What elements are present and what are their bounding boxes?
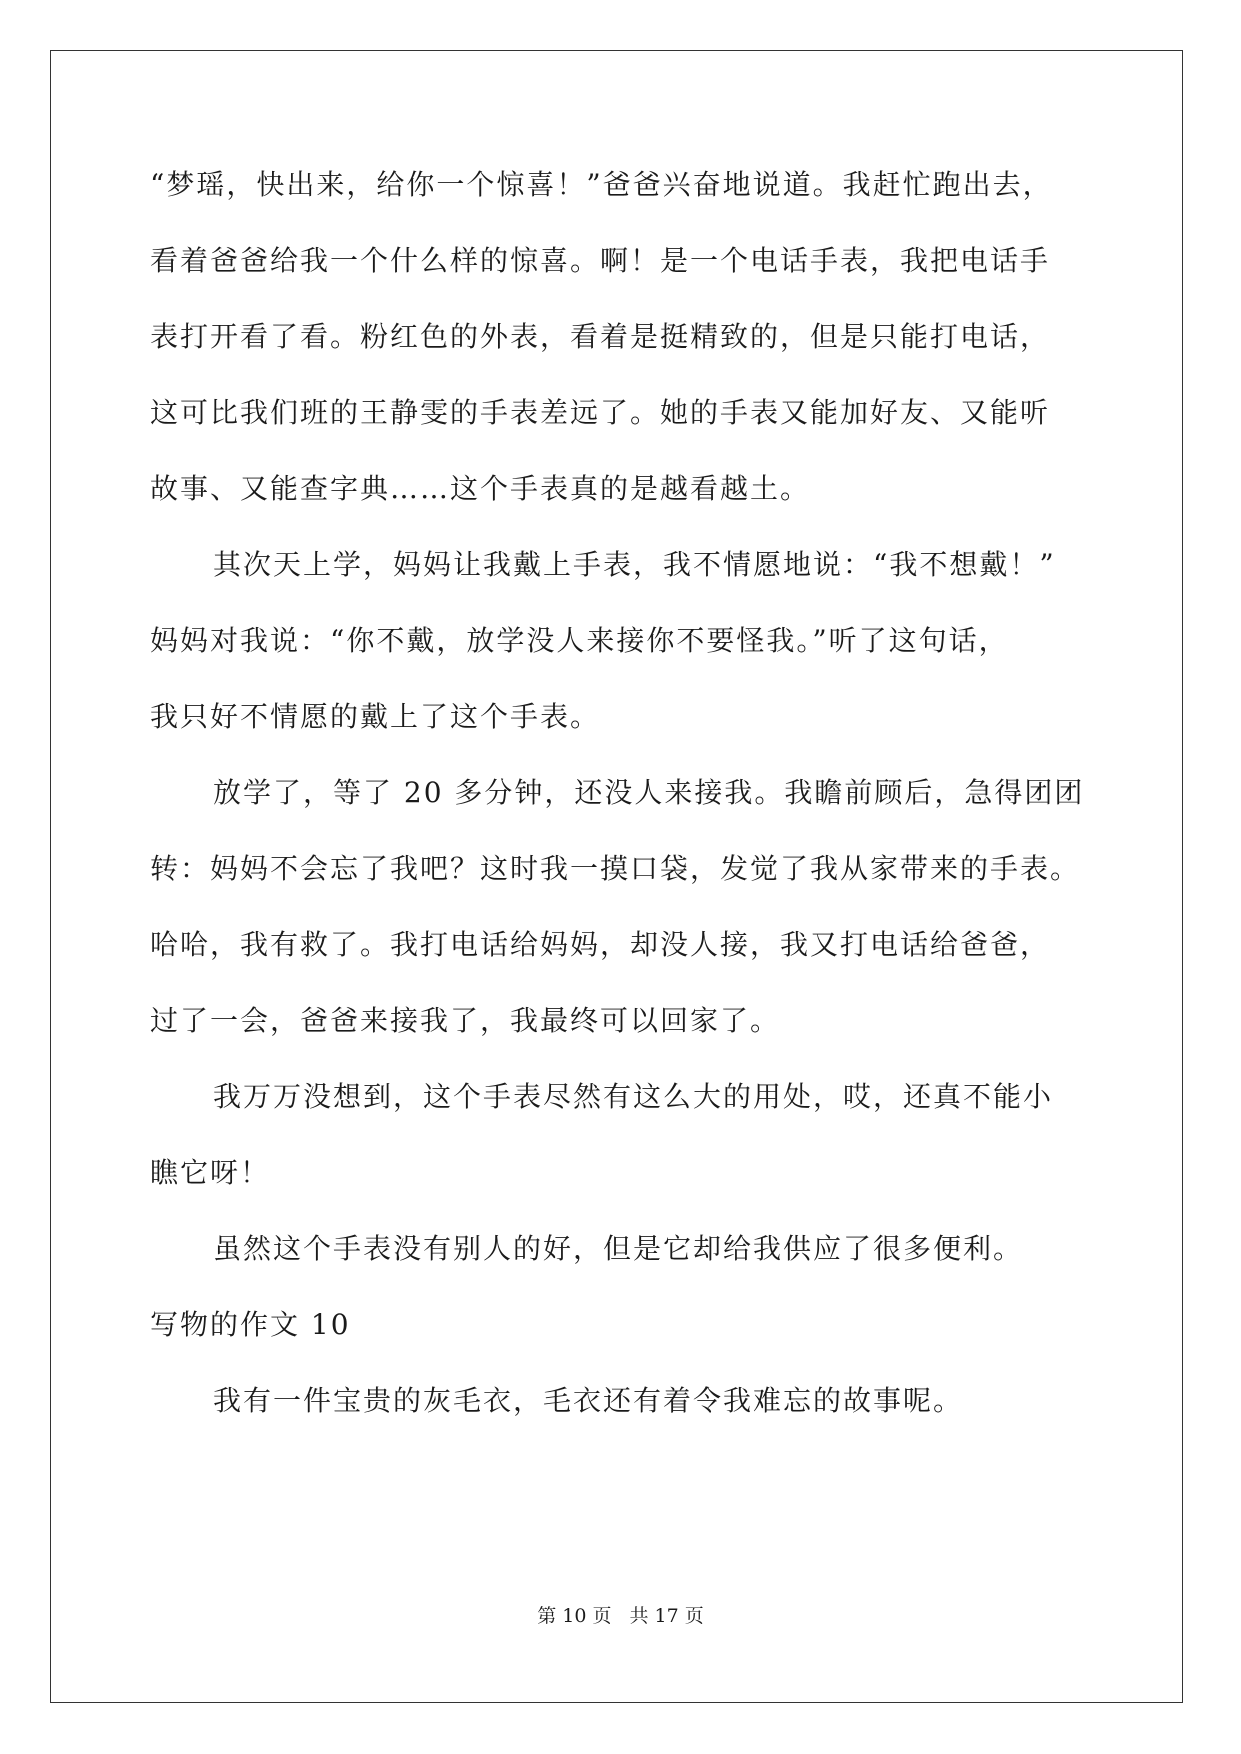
text-line: 放学了，等了 20 多分钟，还没人来接我。我瞻前顾后，急得团团 xyxy=(213,776,1085,809)
text-line: 我有一件宝贵的灰毛衣，毛衣还有着令我难忘的故事呢。 xyxy=(213,1384,964,1417)
text-line: 虽然这个手表没有别人的好，但是它却给我供应了很多便利。 xyxy=(213,1232,1024,1265)
page-number: 第 10 页 xyxy=(537,1605,612,1627)
text-line: 我万万没想到，这个手表尽然有这么大的用处，哎，还真不能小 xyxy=(213,1080,1054,1113)
text-line: 妈妈对我说：“你不戴，放学没人来接你不要怪我。”听了这句话， xyxy=(150,624,1009,657)
text-line: 故事、又能查字典……这个手表真的是越看越土。 xyxy=(150,472,811,505)
text-line: 其次天上学，妈妈让我戴上手表，我不情愿地说：“我不想戴！” xyxy=(213,548,1056,581)
text-line: 看着爸爸给我一个什么样的惊喜。啊！是一个电话手表，我把电话手 xyxy=(150,244,1051,277)
text-line: 我只好不情愿的戴上了这个手表。 xyxy=(150,700,601,733)
text-line: 这可比我们班的王静雯的手表差远了。她的手表又能加好友、又能听 xyxy=(150,396,1051,429)
section-heading: 写物的作文 10 xyxy=(150,1308,351,1341)
text-line: 瞧它呀！ xyxy=(150,1156,271,1189)
text-line: 过了一会，爸爸来接我了，我最终可以回家了。 xyxy=(150,1004,781,1037)
text-line: “梦瑶，快出来，给你一个惊喜！”爸爸兴奋地说道。我赶忙跑出去， xyxy=(150,168,1053,201)
text-line: 表打开看了看。粉红色的外表，看着是挺精致的，但是只能打电话， xyxy=(150,320,1051,353)
text-line: 哈哈，我有救了。我打电话给妈妈，却没人接，我又打电话给爸爸， xyxy=(150,928,1051,961)
page-footer xyxy=(0,1604,1241,1628)
text-line: 转：妈妈不会忘了我吧？这时我一摸口袋，发觉了我从家带来的手表。 xyxy=(150,852,1081,885)
page-total: 共 17 页 xyxy=(629,1605,704,1627)
